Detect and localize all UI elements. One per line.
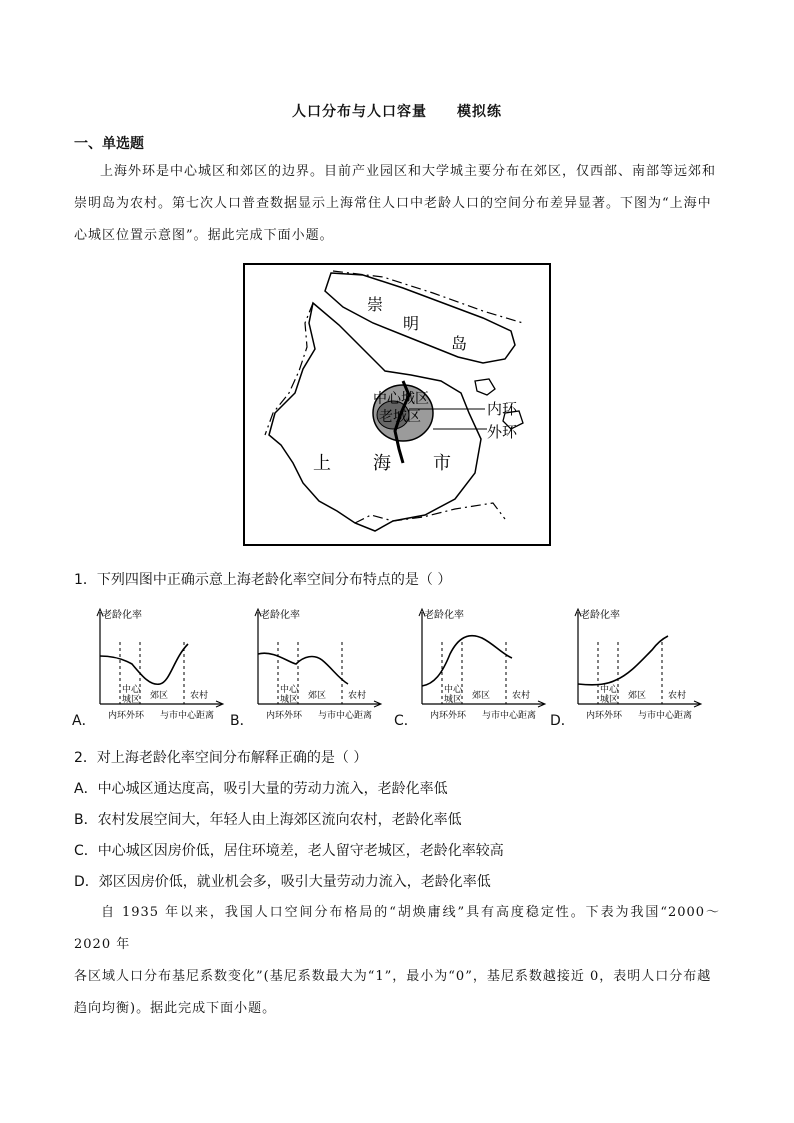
question-2: 2．对上海老龄化率空间分布解释正确的是（ ）	[74, 750, 368, 766]
q2-option-d[interactable]: D．郊区因房价低，就业机会多，吸引大量劳动力流入，老龄化率低	[74, 874, 491, 890]
q1-chart-svg-d	[572, 604, 712, 724]
x-label-rings: 内环外环	[108, 711, 145, 721]
zone-suburb: 郊区	[308, 691, 327, 701]
intro-line-2: 崇明岛为农村。第七次人口普查数据显示上海常住人口中老龄人口的空间分布差异显著。下图为“上海中	[74, 196, 712, 211]
intro-line-1: 上海外环是中心城区和郊区的边界。目前产业园区和大学城主要分布在郊区，仅西部、南部等远郊和	[100, 164, 717, 179]
label-inner-ring: 内环	[487, 400, 518, 418]
label-shang: 上	[313, 453, 331, 474]
q1-option-label-a: A．	[72, 713, 96, 729]
zone-center-1: 中心	[600, 685, 619, 695]
title-sub: 模拟练	[457, 104, 502, 120]
q1-option-label-d: D．	[550, 713, 575, 729]
title-main: 人口分布与人口容量	[292, 104, 427, 120]
label-old: 老城区	[379, 409, 421, 425]
q1-option-label-b: B．	[230, 713, 254, 729]
x-label-rings: 内环外环	[266, 711, 303, 721]
q1-chart-svg-b	[252, 604, 392, 724]
zone-rural: 农村	[668, 691, 687, 701]
zone-center-1: 中心	[280, 685, 299, 695]
intro2-line-1: 自 1935 年以来，我国人口空间分布格局的“胡焕庸线”具有高度稳定性。下表为我国“2000～2020 年	[74, 905, 720, 952]
zone-center-1: 中心	[444, 685, 463, 695]
x-label-rings: 内环外环	[430, 711, 467, 721]
aging-curve	[422, 636, 512, 686]
zone-suburb: 郊区	[150, 691, 169, 701]
intro-paragraph	[74, 156, 720, 252]
label-dao: 岛	[451, 334, 468, 353]
label-center: 中心城区	[373, 391, 429, 407]
shanghai-map	[243, 263, 551, 546]
zone-rural: 农村	[348, 691, 367, 701]
x-label-distance: 与市中心距离	[482, 711, 537, 721]
zone-center-2: 城区	[122, 695, 141, 705]
q2-option-b[interactable]: B．农村发展空间大，年轻人由上海郊区流向农村，老龄化率低	[74, 812, 462, 828]
y-axis-label: 老龄化率	[260, 610, 300, 621]
label-shi: 市	[433, 453, 451, 474]
aging-curve	[100, 644, 188, 684]
q1-chart-svg-a	[94, 604, 234, 724]
zone-suburb: 郊区	[472, 691, 491, 701]
x-label-rings: 内环外环	[586, 711, 623, 721]
q1-charts	[72, 604, 732, 729]
y-axis-label: 老龄化率	[102, 610, 142, 621]
question-1: 1．下列四图中正确示意上海老龄化率空间分布特点的是（ ）	[74, 572, 452, 588]
intro2-paragraph	[74, 897, 720, 1025]
label-chong: 崇	[367, 295, 384, 314]
aging-curve	[578, 636, 668, 685]
zone-center-2: 城区	[600, 695, 619, 705]
q1-option-label-c: C．	[394, 713, 418, 729]
page-title	[0, 101, 794, 121]
label-hai: 海	[373, 453, 391, 474]
zone-suburb: 郊区	[628, 691, 647, 701]
zone-rural: 农村	[512, 691, 531, 701]
section-heading: 一、单选题	[74, 136, 144, 152]
x-label-distance: 与市中心距离	[160, 711, 215, 721]
x-label-distance: 与市中心距离	[318, 711, 373, 721]
zone-center-2: 城区	[444, 695, 463, 705]
q2-option-c[interactable]: C．中心城区因房价低，居住环境差，老人留守老城区，老龄化率较高	[74, 843, 504, 859]
intro-line-3: 心城区位置示意图”。据此完成下面小题。	[74, 228, 334, 243]
zone-rural: 农村	[190, 691, 209, 701]
zone-center-1: 中心	[122, 685, 141, 695]
y-axis-label: 老龄化率	[580, 610, 620, 621]
aging-curve	[258, 653, 348, 684]
label-ming: 明	[403, 314, 420, 333]
zone-center-2: 城区	[280, 695, 299, 705]
intro2-line-3: 趋向均衡)。据此完成下面小题。	[74, 1001, 277, 1016]
x-label-distance: 与市中心距离	[638, 711, 693, 721]
q1-chart-svg-c	[416, 604, 556, 724]
label-outer-ring: 外环	[487, 423, 518, 441]
y-axis-label: 老龄化率	[424, 610, 464, 621]
intro2-line-2: 各区域人口分布基尼系数变化”(基尼系数最大为“1”，最小为“0”，基尼系数越接近 0，表明人口分布越	[74, 969, 712, 984]
q2-option-a[interactable]: A．中心城区通达度高，吸引大量的劳动力流入，老龄化率低	[74, 781, 448, 797]
